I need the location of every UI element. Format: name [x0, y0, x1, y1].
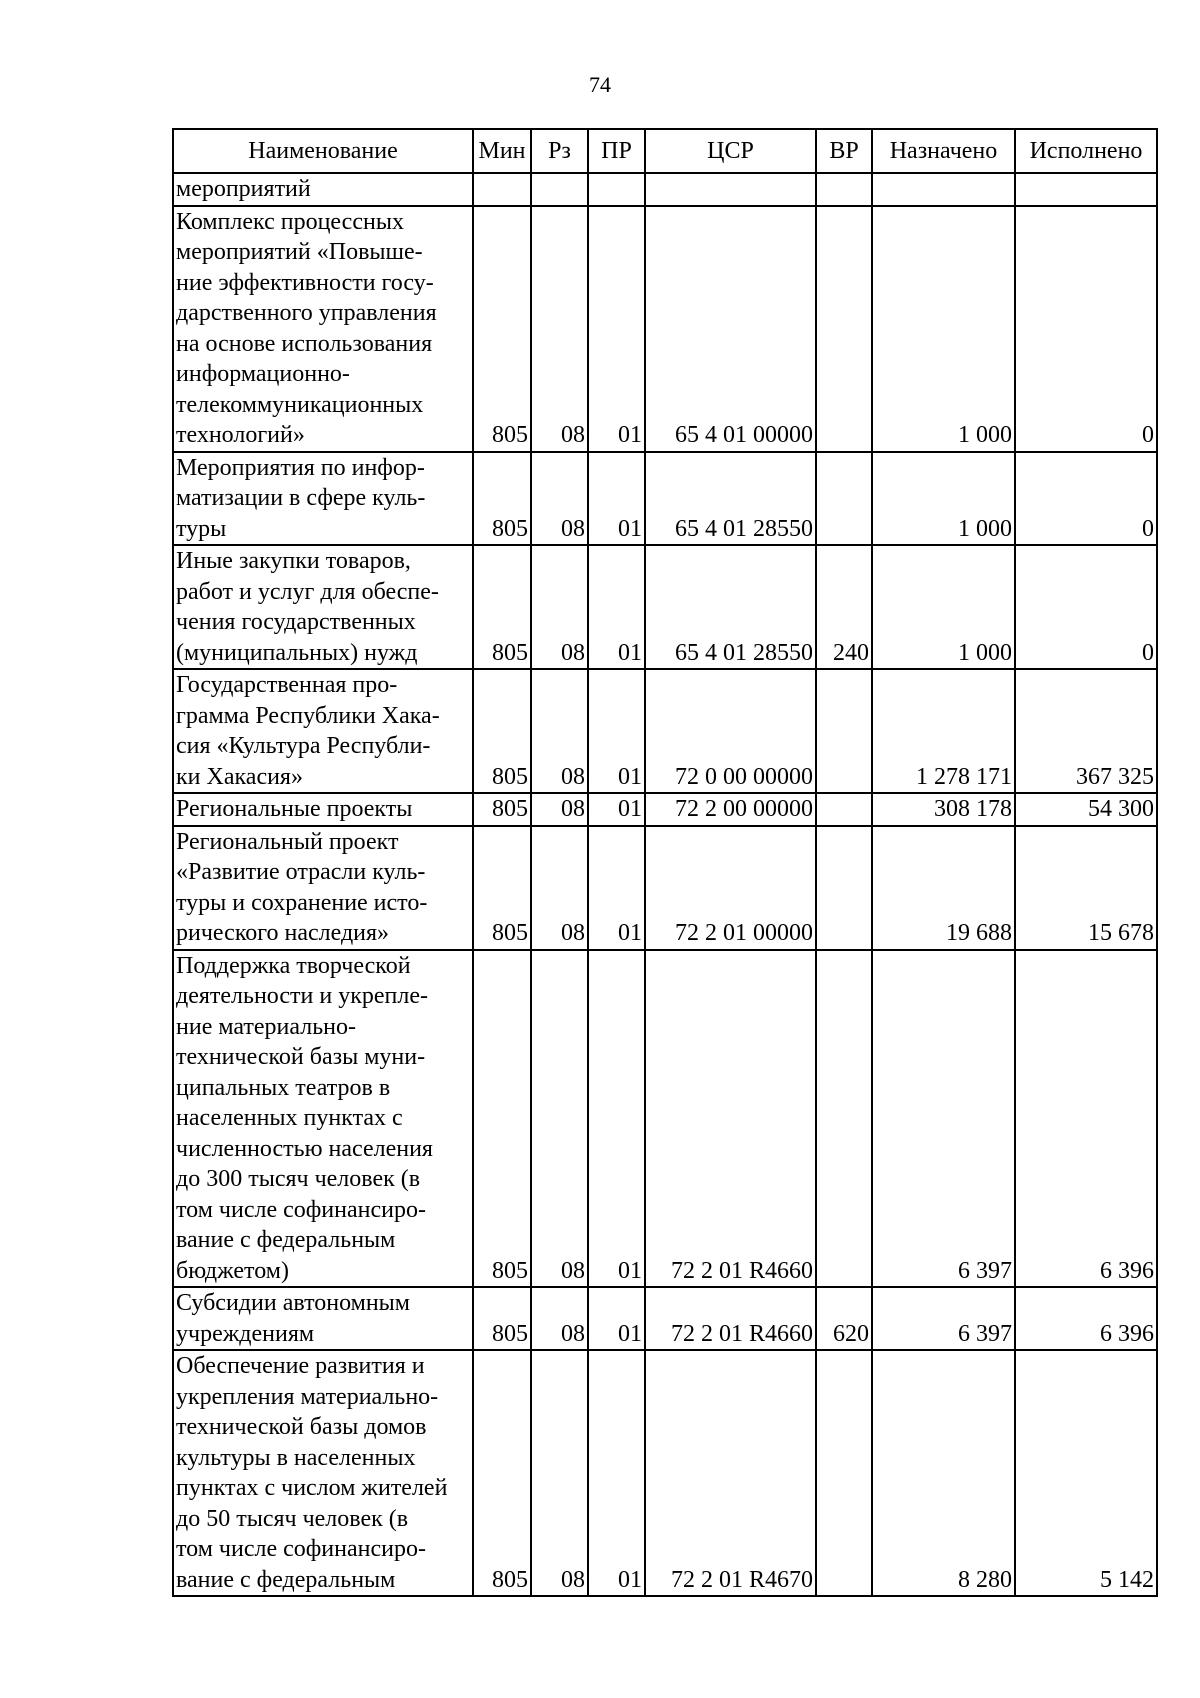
cell-name-line: технической базы муни-	[176, 1044, 426, 1070]
cell-csr: 65 4 01 00000	[645, 206, 816, 452]
cell-name-line: рического наследия»	[176, 920, 390, 946]
cell-rz: 08	[531, 1287, 588, 1350]
cell-executed: 367 325	[1015, 669, 1157, 793]
cell-min: 805	[473, 1287, 531, 1350]
cell-name-line: вание с федеральным	[176, 1227, 396, 1253]
cell-csr: 72 0 00 00000	[645, 669, 816, 793]
table-row	[173, 826, 1157, 950]
cell-executed	[1015, 173, 1157, 206]
cell-name-line: ние материально-	[176, 1013, 356, 1040]
cell-vr: 620	[816, 1287, 872, 1350]
cell-name-line: «Развитие отрасли куль-	[176, 859, 426, 885]
cell-name-line: том числе софинансиро-	[176, 1196, 426, 1223]
cell-name	[173, 950, 473, 1288]
cell-pr	[588, 173, 645, 206]
cell-min	[473, 173, 531, 206]
cell-name-line: Иные закупки товаров,	[176, 548, 411, 574]
cell-assigned: 1 000	[872, 545, 1015, 669]
table-header-row	[173, 129, 1157, 173]
cell-name-line: информационно-	[176, 361, 350, 387]
cell-pr: 01	[588, 452, 645, 546]
cell-name	[173, 669, 473, 793]
table-row	[173, 669, 1157, 793]
cell-executed: 54 300	[1015, 793, 1157, 826]
cell-pr: 01	[588, 793, 645, 826]
cell-name-line: культуры в населенных	[176, 1444, 416, 1471]
cell-name-line: том числе софинансиро-	[176, 1536, 426, 1562]
cell-assigned: 1 278 171	[872, 669, 1015, 793]
cell-name-line: сия «Культура Республи-	[176, 733, 431, 759]
header-min: Мин	[473, 129, 531, 173]
cell-name-line: телекоммуникационных	[176, 391, 424, 418]
cell-rz: 08	[531, 669, 588, 793]
cell-rz: 08	[531, 1350, 588, 1596]
cell-name-line: Поддержка творческой	[176, 952, 411, 979]
cell-name-line: ципальных театров в	[176, 1074, 391, 1101]
table-body	[173, 173, 1157, 1596]
cell-vr	[816, 206, 872, 452]
cell-name-line: матизации в сфере куль-	[176, 485, 426, 511]
cell-name-line: населенных пунктах с	[176, 1105, 403, 1131]
cell-assigned: 8 280	[872, 1350, 1015, 1596]
cell-min: 805	[473, 545, 531, 669]
cell-vr	[816, 669, 872, 793]
cell-pr: 01	[588, 826, 645, 950]
cell-name-line: укрепления материально-	[176, 1383, 439, 1410]
cell-executed: 6 396	[1015, 1287, 1157, 1350]
cell-min: 805	[473, 206, 531, 452]
cell-min: 805	[473, 669, 531, 793]
cell-vr: 240	[816, 545, 872, 669]
cell-name	[173, 793, 473, 826]
cell-name-line: (муниципальных) нужд	[176, 639, 418, 666]
table-row	[173, 950, 1157, 1288]
cell-name-line: грамма Республики Хака-	[176, 702, 440, 729]
cell-name-line: мероприятий «Повыше-	[176, 239, 423, 265]
cell-name-line: Субсидии автономным	[176, 1290, 410, 1316]
cell-name-line: Мероприятия по инфор-	[176, 454, 425, 481]
cell-min: 805	[473, 826, 531, 950]
cell-assigned: 6 397	[872, 1287, 1015, 1350]
cell-assigned: 308 178	[872, 793, 1015, 826]
table-row	[173, 1350, 1157, 1596]
table-row	[173, 452, 1157, 546]
cell-pr: 01	[588, 206, 645, 452]
cell-executed: 0	[1015, 206, 1157, 452]
cell-csr: 72 2 01 R4670	[645, 1350, 816, 1596]
table-row	[173, 1287, 1157, 1350]
cell-min: 805	[473, 950, 531, 1288]
cell-name	[173, 206, 473, 452]
cell-executed: 0	[1015, 452, 1157, 546]
cell-rz	[531, 173, 588, 206]
cell-name-line: ние эффективности госу-	[176, 269, 434, 296]
cell-csr	[645, 173, 816, 206]
header-name: Наименование	[173, 129, 473, 173]
cell-name	[173, 1287, 473, 1350]
cell-assigned: 19 688	[872, 826, 1015, 950]
cell-name-line: туры и сохранение исто-	[176, 889, 428, 916]
cell-name-line: ки Хакасия»	[176, 763, 303, 790]
cell-csr: 72 2 01 00000	[645, 826, 816, 950]
cell-name	[173, 826, 473, 950]
cell-name	[173, 1350, 473, 1596]
cell-vr	[816, 173, 872, 206]
cell-name-line: технической базы домов	[176, 1414, 427, 1440]
cell-name	[173, 545, 473, 669]
header-vr: ВР	[816, 129, 872, 173]
cell-min: 805	[473, 793, 531, 826]
header-assigned: Назначено	[872, 129, 1015, 173]
cell-csr: 65 4 01 28550	[645, 545, 816, 669]
table-row	[173, 173, 1157, 206]
cell-name-line: работ и услуг для обеспе-	[176, 578, 439, 605]
cell-rz: 08	[531, 826, 588, 950]
cell-name-line: Государственная про-	[176, 672, 398, 698]
cell-vr	[816, 452, 872, 546]
cell-assigned	[872, 173, 1015, 206]
cell-pr: 01	[588, 545, 645, 669]
cell-executed: 6 396	[1015, 950, 1157, 1288]
cell-name-line: технологий»	[176, 422, 305, 448]
table-row	[173, 793, 1157, 826]
cell-assigned: 6 397	[872, 950, 1015, 1288]
cell-name-line: мероприятий	[176, 176, 311, 202]
cell-pr: 01	[588, 669, 645, 793]
cell-name	[173, 452, 473, 546]
header-csr: ЦСР	[645, 129, 816, 173]
budget-table	[172, 128, 1158, 1597]
cell-rz: 08	[531, 452, 588, 546]
cell-vr	[816, 826, 872, 950]
cell-csr: 65 4 01 28550	[645, 452, 816, 546]
cell-vr	[816, 950, 872, 1288]
header-executed: Исполнено	[1015, 129, 1157, 173]
cell-pr: 01	[588, 950, 645, 1288]
cell-rz: 08	[531, 950, 588, 1288]
cell-executed: 0	[1015, 545, 1157, 669]
header-pr: ПР	[588, 129, 645, 173]
cell-rz: 08	[531, 545, 588, 669]
page-number: 74	[589, 72, 611, 97]
cell-csr: 72 2 01 R4660	[645, 1287, 816, 1350]
table-row	[173, 206, 1157, 452]
cell-name-line: деятельности и укрепле-	[176, 983, 429, 1009]
cell-executed: 15 678	[1015, 826, 1157, 950]
cell-name-line: пунктах с числом жителей	[176, 1475, 448, 1501]
cell-pr: 01	[588, 1350, 645, 1596]
cell-name-line: бюджетом)	[176, 1257, 289, 1284]
cell-min: 805	[473, 1350, 531, 1596]
cell-rz: 08	[531, 793, 588, 826]
cell-name-line: Региональные проекты	[176, 796, 413, 822]
cell-name-line: Комплекс процессных	[176, 208, 404, 235]
cell-vr	[816, 793, 872, 826]
cell-min: 805	[473, 452, 531, 546]
cell-name-line: Региональный проект	[176, 828, 399, 855]
cell-name-line: до 50 тысяч человек (в	[176, 1505, 409, 1532]
cell-name-line: туры	[176, 515, 227, 542]
cell-rz: 08	[531, 206, 588, 452]
cell-executed: 5 142	[1015, 1350, 1157, 1596]
table-row	[173, 545, 1157, 669]
cell-vr	[816, 1350, 872, 1596]
cell-assigned: 1 000	[872, 452, 1015, 546]
cell-pr: 01	[588, 1287, 645, 1350]
cell-name-line: чения государственных	[176, 609, 416, 635]
cell-name-line: учреждениям	[176, 1320, 315, 1347]
cell-name	[173, 173, 473, 206]
cell-name-line: до 300 тысяч человек (в	[176, 1166, 421, 1192]
header-rz: Рз	[531, 129, 588, 173]
cell-csr: 72 2 00 00000	[645, 793, 816, 826]
cell-assigned: 1 000	[872, 206, 1015, 452]
cell-name-line: на основе использования	[176, 330, 433, 357]
cell-name-line: вание с федеральным	[176, 1566, 396, 1593]
cell-name-line: численностью населения	[176, 1135, 433, 1162]
cell-name-line: Обеспечение развития и	[176, 1353, 425, 1379]
cell-csr: 72 2 01 R4660	[645, 950, 816, 1288]
cell-name-line: дарственного управления	[176, 300, 437, 326]
